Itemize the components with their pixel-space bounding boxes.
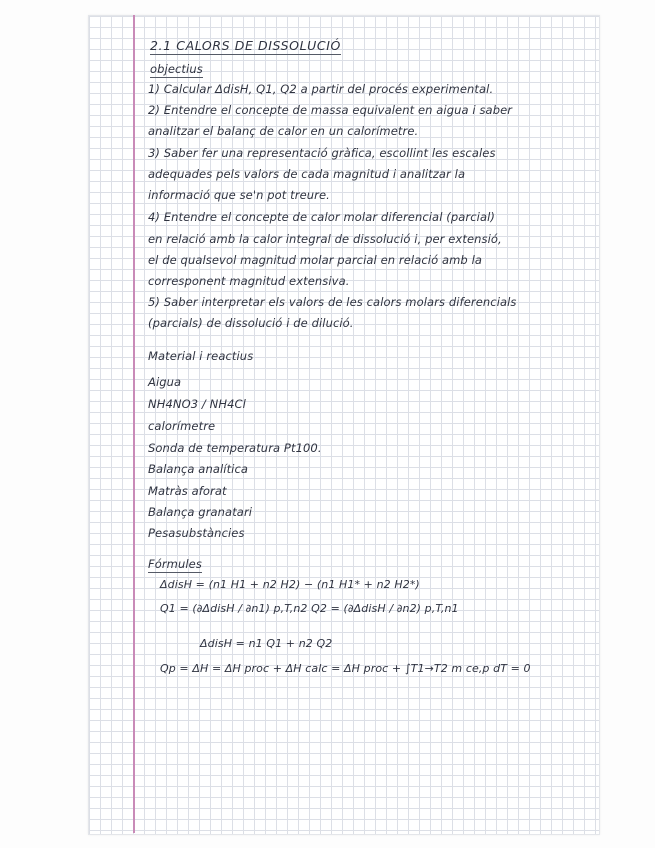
material-item: calorímetre xyxy=(148,419,216,433)
formula-line: Qp = ΔH = ΔH proc + ΔH calc = ΔH proc + ∫T1→T2 m ce,p dT = 0 xyxy=(160,662,531,675)
formula-line: ΔdisH = (n1 H1 + n2 H2) − (n1 H1* + n2 H2*) xyxy=(160,578,420,591)
objective-line: en relació amb la calor integral de dissolució i, per extensió, xyxy=(148,232,502,246)
objective-line: el de qualsevol magnitud molar parcial en relació amb la xyxy=(148,253,483,267)
objectives-heading: objectius xyxy=(150,62,203,76)
material-item: NH4NO3 / NH4Cl xyxy=(148,397,246,411)
formula-line: ΔdisH = n1 Q1 + n2 Q2 xyxy=(200,637,333,650)
formulas-heading: Fórmules xyxy=(148,557,202,571)
material-item: Balança granatari xyxy=(148,505,253,519)
formula-line: Q1 = (∂ΔdisH / ∂n1) p,T,n2 Q2 = (∂ΔdisH / ∂n2) p,T,n1 xyxy=(160,602,459,615)
objective-line: corresponent magnitud extensiva. xyxy=(148,274,350,288)
page-margin-line xyxy=(133,15,135,833)
objective-line: 2) Entendre el concepte de massa equivalent en aigua i saber xyxy=(148,103,513,117)
material-item: Sonda de temperatura Pt100. xyxy=(148,441,322,455)
material-item: Matràs aforat xyxy=(148,484,227,498)
objective-line: 5) Saber interpretar els valors de les calors molars diferencials xyxy=(148,295,517,309)
objective-line: analitzar el balanç de calor en un calorímetre. xyxy=(148,124,419,138)
page-title: 2.1 CALORS DE DISSOLUCIÓ xyxy=(150,38,341,53)
materials-heading: Material i reactius xyxy=(148,349,254,363)
material-item: Pesasubstàncies xyxy=(148,526,245,540)
material-item: Balança analítica xyxy=(148,462,249,476)
objective-line: 1) Calcular ΔdisH, Q1, Q2 a partir del procés experimental. xyxy=(148,82,494,96)
objective-line: (parcials) de dissolució i de dilució. xyxy=(148,316,354,330)
objective-line: adequades pels valors de cada magnitud i analitzar la xyxy=(148,167,466,181)
objective-line: informació que se'n pot treure. xyxy=(148,188,330,202)
objective-line: 4) Entendre el concepte de calor molar diferencial (parcial) xyxy=(148,210,495,224)
material-item: Aigua xyxy=(148,375,182,389)
objective-line: 3) Saber fer una representació gràfica, escollint les escales xyxy=(148,146,496,160)
